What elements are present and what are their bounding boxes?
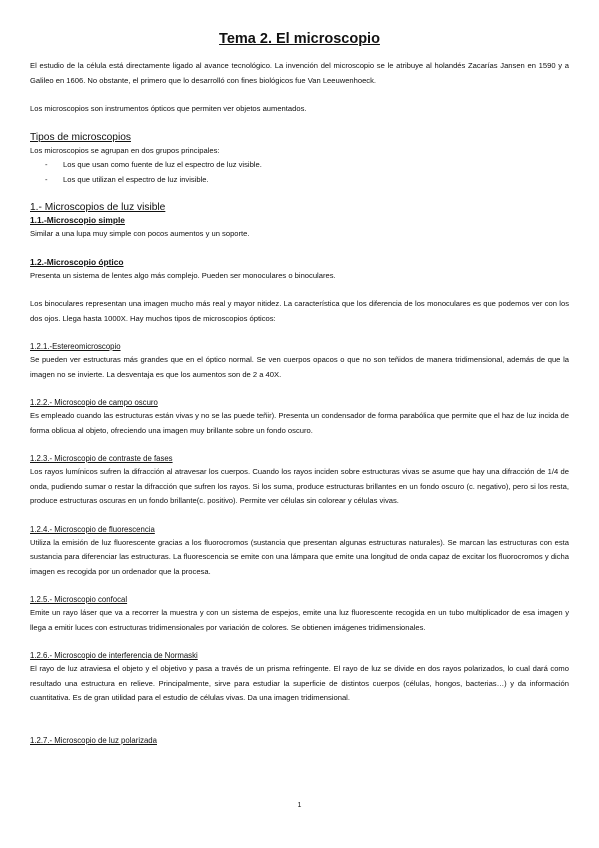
intro-paragraph-2: Los microscopios son instrumentos ópticos que permiten ver objetos aumentados. (30, 104, 307, 113)
section-heading-tipos: Tipos de microscopios (30, 131, 131, 143)
text-fluorescencia: Utiliza la emisión de luz fluorescente gracias a los fluorocromos (sustancia que presentan algunas estructuras naturales). Se marcan las estructuras con esta sustancia para diferenciar las estructuras. La fluorescencia se emite con una lámpara que emite una longitud de onda capaz de excitar los fluorocromos y dicha imagen es recogida por un ordenador que la procesa. (30, 537, 569, 576)
heading-fluorescencia: 1.2.4.- Microscopio de fluorescencia (30, 524, 155, 534)
heading-confocal: 1.2.5.- Microscopio confocal (30, 595, 128, 604)
heading-microscopio-simple: 1.1.-Microscopio simple (30, 215, 125, 225)
dash-bullet: - (45, 174, 48, 184)
heading-campo-oscuro: 1.2.2.- Microscopio de campo oscuro (30, 398, 158, 407)
text-campo-oscuro: Es empleado cuando las estructuras están vivas y no se las puede teñir). Presenta un condensador de forma parabólica que permite que el haz de luz incida de forma oblicua al objeto, ofreciendo una imagen muy brillante sobre un fondo oscuro. (30, 411, 569, 435)
heading-luz-polarizada: 1.2.7.- Microscopio de luz polarizada (30, 735, 157, 745)
list-item (45, 158, 569, 173)
intro-paragraph-1: El estudio de la célula está directamente ligado al avance tecnológico. La invención del microscopio se le atribuye al holandés Zacarías Jansen en 1590 y a Galileo en 1606. No obstante, el primero que lo desarrolló con fines biológicos fue Van Leeuwenhoeck. (30, 61, 569, 85)
text-contraste-fases: Los rayos lumínicos sufren la difracción al atravesar los cuerpos. Cuando los rayos inciden sobre estructuras vivas se asume que hay una difracción de 1/4 de onda, pudiendo sumar o restar la difracción que sufren los rayos. Si los suma, produce estructuras brillantes en un fondo oscuro (c. negativo), pero si los resta, produce estructuras oscuras en un fondo brillante(c. positivo). Permite ver células sin colorear y células vivas. (30, 467, 569, 505)
list-item (45, 173, 569, 188)
text-microscopio-simple: Similar a una lupa muy simple con pocos aumentos y un soporte. (30, 229, 250, 238)
text-microscopio-optico-2: Los binoculares representan una imagen mucho más real y mayor nitidez. La característica que los diferencia de los monoculares es que podemos ver con los dos ojos. Llega hasta 1000X. Hay muchos tipos de microscopios ópticos: (30, 299, 569, 323)
page-title: Tema 2. El microscopio (219, 31, 380, 47)
tipos-list (30, 158, 569, 187)
list-item-text: Los que utilizan el espectro de luz invisible. (63, 174, 209, 184)
heading-contraste-fases: 1.2.3.- Microscopio de contraste de fases (30, 454, 173, 463)
text-microscopio-optico-1: Presenta un sistema de lentes algo más complejo. Pueden ser monoculares o binoculares. (30, 270, 336, 280)
section-heading-luz-visible: 1.- Microscopios de luz visible (30, 202, 166, 213)
dash-bullet: - (45, 160, 48, 169)
heading-microscopio-optico: 1.2.-Microscopio óptico (30, 256, 124, 267)
page-number: 1 (297, 802, 302, 809)
text-normaski: El rayo de luz atraviesa el objeto y el objetivo y pasa a través de un prisma refringente. El rayo de luz se divide en dos rayos polarizados, lo cual dará como resultado una estructura en relieve. Principalmente, sirve para estudiar la superficie de distintos cuerpos (células, hongos, bacterias…) y da información cuantitativa. Es de gran utilidad para el estudio de células vivas. Da una imagen tridimensional. (30, 664, 569, 702)
text-confocal: Emite un rayo láser que va a recorrer la muestra y con un sistema de espejos, emite una luz fluorescente recogida en un tubo multiplicador de esa imagen y llega a emitir luces con estructuras tridimensionales por variación de colores. Se obtienen imágenes tridimensionales. (30, 608, 569, 632)
tipos-lead: Los microscopios se agrupan en dos grupos principales: (30, 145, 220, 155)
text-estereomicroscopio: Se pueden ver estructuras más grandes que en el óptico normal. Se ven cuerpos opacos o que no son teñidos de manera tridimensional, además de que la imagen no se invierte. La desventaja es que los aumentos son de 2 a 40X. (30, 355, 569, 379)
heading-normaski: 1.2.6.- Microscopio de interferencia de Normaski (30, 651, 198, 660)
heading-estereomicroscopio: 1.2.1.-Estereomicroscopio (30, 342, 121, 351)
list-item-text: Los que usan como fuente de luz el espectro de luz visible. (63, 160, 262, 169)
